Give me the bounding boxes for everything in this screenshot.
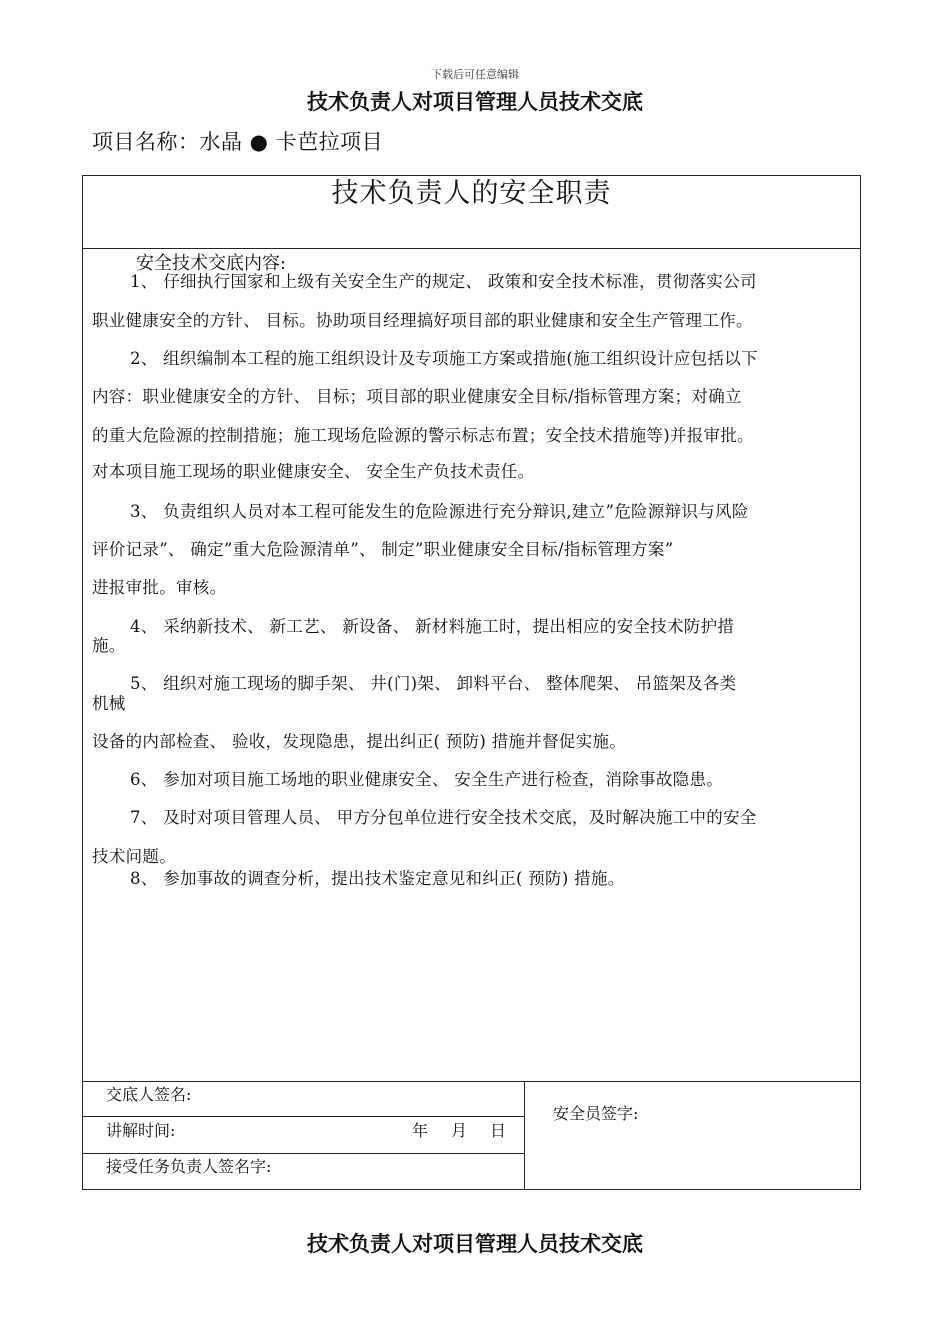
item-4-line-2: 施。: [92, 636, 126, 655]
item-7-line-2: 技术问题。: [92, 847, 176, 866]
item-7-line-1: 7、 及时对项目管理人员、 甲方分包单位进行安全技术交底，及时解决施工中的安全: [130, 808, 757, 827]
item-2-line-4: 对本项目施工现场的职业健康安全、 安全生产负技术责任。: [92, 462, 535, 481]
item-3-line-2: 评价记录”、 确定”重大危险源清单”、 制定”职业健康安全目标/指标管理方案”: [92, 540, 674, 559]
item-1-line-1: 1、 仔细执行国家和上级有关安全生产的规定、 政策和安全技术标准，贯彻落实公司: [130, 272, 757, 291]
item-3-line-1: 3、 负责组织人员对本工程可能发生的危险源进行充分辩识,建立”危险源辩识与风险: [130, 502, 749, 521]
signature-divider: [82, 1081, 861, 1082]
explanation-time-label: 讲解时间:: [106, 1121, 176, 1140]
item-5-line-2: 机械: [92, 694, 126, 713]
item-2-line-2: 内容：职业健康安全的方针、 目标；项目部的职业健康安全目标/指标管理方案；对确立: [92, 387, 742, 406]
project-name: 水晶 ● 卡芭拉项目: [199, 130, 384, 154]
month-label: 月: [451, 1121, 468, 1140]
item-8: 8、 参加事故的调查分析，提出技术鉴定意见和纠正( 预防) 措施。: [130, 869, 625, 888]
header-note: 下载后可任意编辑: [431, 68, 519, 81]
safety-officer-signature-label: 安全员签字:: [553, 1104, 639, 1123]
item-6: 6、 参加对项目施工场地的职业健康安全、 安全生产进行检查，消除事故隐患。: [130, 770, 724, 789]
signature-column-divider: [524, 1081, 525, 1190]
section-label: 安全技术交底内容:: [136, 253, 287, 274]
project-label: 项目名称：: [92, 130, 200, 154]
day-label: 日: [490, 1121, 507, 1140]
item-3-line-3: 进报审批。审核。: [92, 578, 227, 597]
item-5-line-3: 设备的内部检查、 验收，发现隐患，提出纠正( 预防) 措施并督促实施。: [92, 732, 627, 751]
item-2-line-3: 的重大危险源的控制措施；施工现场危险源的警示标志布置；安全技术措施等)并报审批。: [92, 426, 754, 445]
receiver-signature-label: 接受任务负责人签名字:: [106, 1157, 272, 1176]
year-label: 年: [412, 1121, 429, 1140]
item-5-line-1: 5、 组织对施工现场的脚手架、 井(门)架、 卸料平台、 整体爬架、 吊篮架及各类: [130, 674, 737, 693]
box-title: 技术负责人的安全职责: [331, 178, 612, 209]
signature-row-divider-1: [82, 1116, 524, 1117]
project-line: [92, 126, 383, 156]
item-4-line-1: 4、 采纳新技术、 新工艺、 新设备、 新材料施工时，提出相应的安全技术防护措: [130, 617, 735, 636]
presenter-signature-label: 交底人签名:: [106, 1085, 192, 1104]
item-2-line-1: 2、 组织编制本工程的施工组织设计及专项施工方案或措施(施工组织设计应包括以下: [130, 349, 758, 368]
footer-title: 技术负责人对项目管理人员技术交底: [307, 1232, 643, 1256]
item-1-line-2: 职业健康安全的方针、 目标。协助项目经理搞好项目部的职业健康和安全生产管理工作。: [92, 311, 753, 330]
document-title: 技术负责人对项目管理人员技术交底: [307, 90, 643, 114]
